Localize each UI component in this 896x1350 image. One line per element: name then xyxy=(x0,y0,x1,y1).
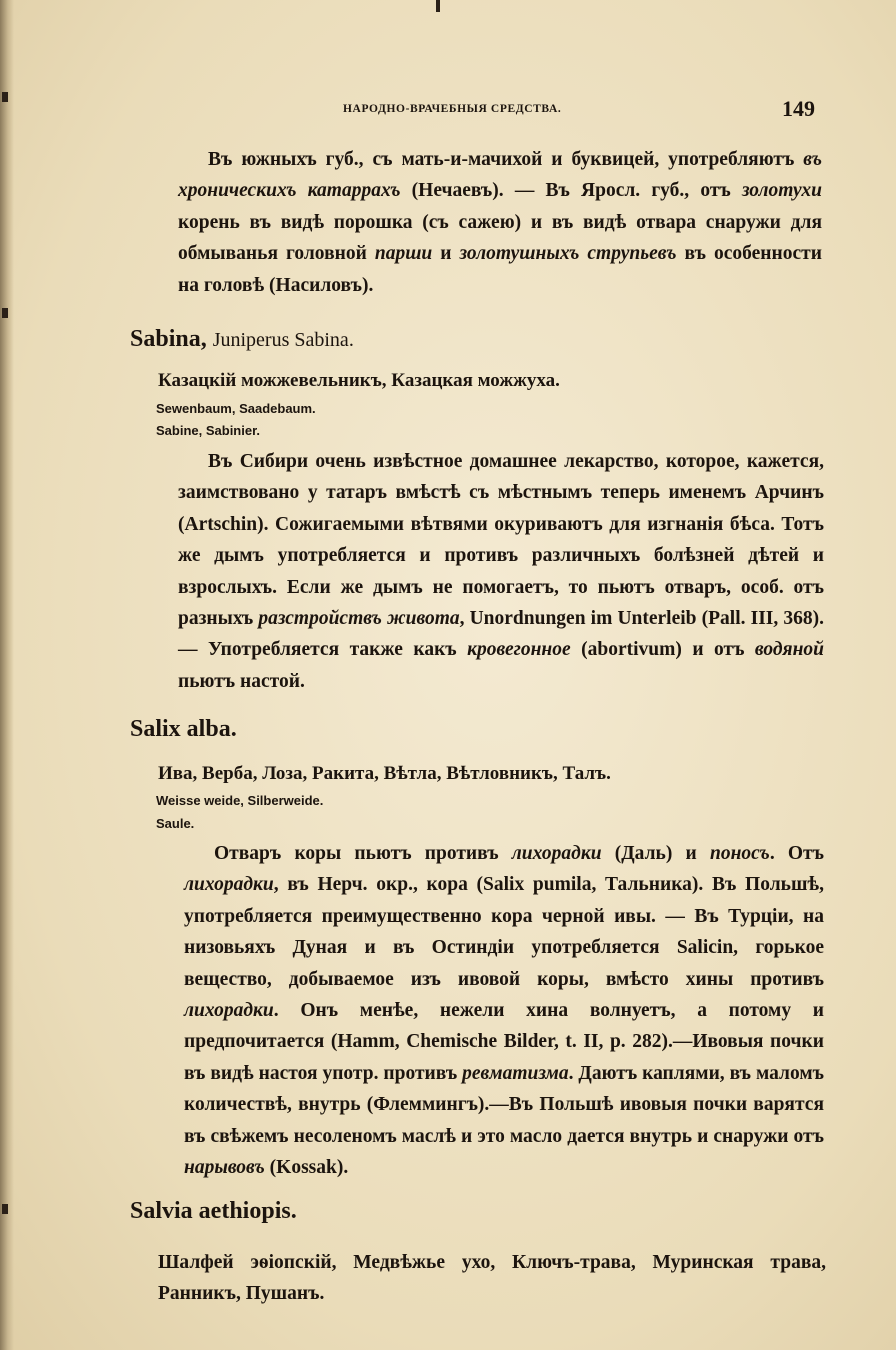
french-names: Sabine, Sabinier. xyxy=(156,423,261,438)
emphasized-term: парши xyxy=(374,243,433,265)
entry-text-salix xyxy=(184,838,824,1183)
german-names: Sewenbaum, Saadebaum. xyxy=(156,401,316,416)
binding-mark xyxy=(436,0,440,12)
entry-name: Sabina, xyxy=(130,326,207,352)
emphasized-term: въ хроническихъ катаррахъ xyxy=(178,149,822,202)
entry-title-salvia xyxy=(130,1198,297,1225)
french-names: Saule. xyxy=(156,816,195,831)
entry-name: Salix alba. xyxy=(130,716,237,742)
emphasized-term: разстройствъ живота xyxy=(258,608,460,630)
text-run: корень въ видѣ порошка (съ сажею) и въ видѣ отвара снаружи для обмыванья головной xyxy=(178,211,822,265)
text-run: (Даль) и xyxy=(601,843,710,864)
text-run: . Онъ менѣе, нежели хина волнуетъ, а потому и предпочитается (Hamm, Chemische Bilder, t. II, p. 282).—Ивовыя почки въ видѣ настоя употр. противъ xyxy=(184,1000,824,1084)
text-run: (Нечаевъ). — Въ Яросл. губ., отъ xyxy=(400,180,742,202)
text-run: Въ Сибири очень извѣстное домашнее лекарство, которое, кажется, заимствовано у татаръ вмѣстѣ съ мѣстнымъ теперь именемъ Арчинъ (Artschin). Сожигаемыми вѣтвями окуриваютъ для изгнанія бѣса. Тотъ же дымъ употребляется и противъ различныхъ болѣзней дѣтей и взрослыхъ. Если же дымъ не помогаетъ, то пьютъ отваръ, особ. отъ разныхъ xyxy=(178,451,824,630)
entry-title-salix xyxy=(130,716,237,743)
emphasized-term: лихорадки xyxy=(184,1000,274,1022)
text-run: (Kossak). xyxy=(264,1157,349,1179)
intro-paragraph xyxy=(178,144,822,301)
binding-mark xyxy=(2,308,8,318)
text-run: , Unordnungen im Unterleib (Pall. III, 368). — Употребляется также какъ xyxy=(178,608,824,661)
text-run: Въ южныхъ губ., съ мать-и-мачихой и буквицей, употребляютъ xyxy=(208,149,804,170)
text-run: пьютъ настой. xyxy=(178,670,305,692)
emphasized-term: нарывовъ xyxy=(184,1157,265,1179)
text-run: . Даютъ каплями, въ маломъ количествѣ, внутрь (Флеммингъ).—Въ Польшѣ ивовыя почки варятся въ свѣжемъ несоленомъ маслѣ и это масло дается внутрь и снаружи отъ xyxy=(184,1062,825,1147)
entry-text-sabina xyxy=(178,446,824,697)
emphasized-term: лихорадки xyxy=(184,874,274,896)
book-spine-shadow xyxy=(0,0,14,1350)
emphasized-term: золотухи xyxy=(741,180,822,202)
page-number: 149 xyxy=(782,96,815,121)
entry-latin-name: Juniperus Sabina. xyxy=(212,329,354,351)
text-run: въ особенности на головѣ (Насиловъ). xyxy=(178,243,822,296)
german-names: Weisse weide, Silberweide. xyxy=(156,793,324,808)
emphasized-term: лихорадки xyxy=(511,843,602,864)
binding-mark xyxy=(2,1204,8,1214)
binding-mark xyxy=(2,92,8,102)
emphasized-term: кровегонное xyxy=(467,639,571,661)
text-run: и xyxy=(432,243,460,265)
russian-names: Казацкій можжевельникъ, Казацкая можжуха. xyxy=(158,370,560,391)
running-head: НАРОДНО-ВРАЧЕБНЫЯ СРЕДСТВА. xyxy=(343,103,562,115)
text-run: (abortivum) и отъ xyxy=(570,639,755,661)
russian-names: Шалфей эѳіопскій, Медвѣжье ухо, Ключъ-трава, Муринская трава, Ранникъ, Пушанъ. xyxy=(158,1252,826,1304)
emphasized-term: золотушныхъ струпьевъ xyxy=(459,243,677,265)
russian-names: Ива, Верба, Лоза, Ракита, Вѣтла, Вѣтловникъ, Талъ. xyxy=(158,763,611,784)
text-run: , въ Нерч. окр., кора (Salix pumila, Тальника). Въ Польшѣ, употребляется преимущественно кора черной ивы. — Въ Турціи, на низовьяхъ Дуная и въ Остиндіи употребляется Salicin, горькое вещество, добываемое изъ ивовой коры, вмѣсто хины противъ xyxy=(184,874,824,990)
text-run: Отваръ коры пьютъ противъ xyxy=(214,843,512,864)
entry-title-sabina xyxy=(130,326,354,353)
emphasized-term: водяной xyxy=(754,639,824,661)
entry-name: Salvia aethiopis. xyxy=(130,1198,297,1224)
emphasized-term: ревматизма xyxy=(462,1062,569,1084)
emphasized-term: поносъ xyxy=(709,843,770,864)
text-run: . Отъ xyxy=(769,843,824,864)
